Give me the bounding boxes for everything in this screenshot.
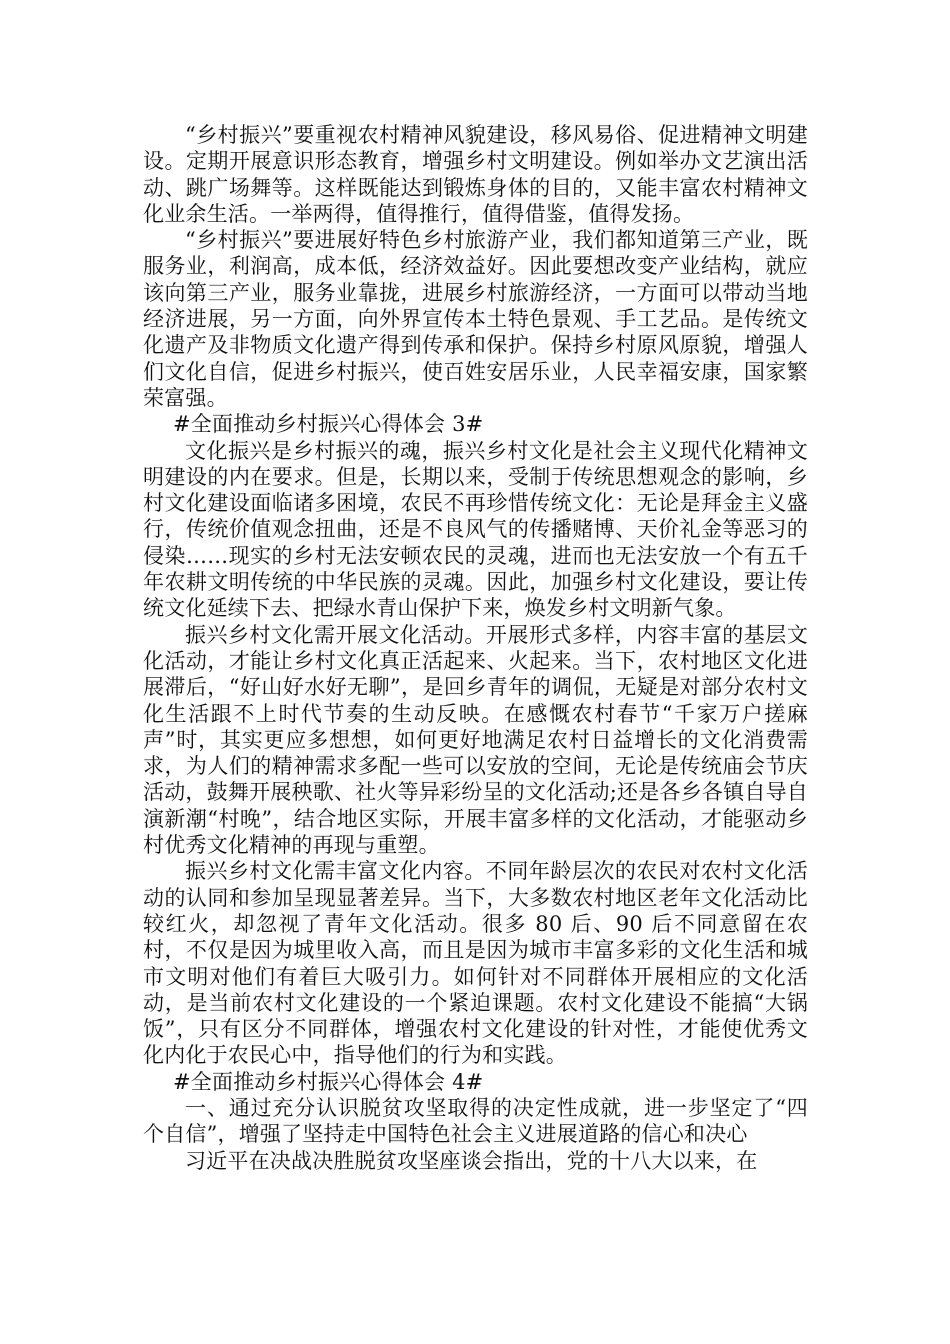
- paragraph-7: 习近平在决战决胜脱贫攻坚座谈会指出，党的十八大以来，在: [185, 1148, 758, 1173]
- paragraph-4: 振兴乡村文化需开展文化活动。开展形式多样，内容丰富的基层文化活动，才能让乡村文化真正活起来、火起来。当下，农村地区文化进展滞后，“好山好水好无聊”，是回乡青年的调侃，无疑是对部分农村文化生活跟不上时代节奏的生动反映。在感慨农村春节“千家万户搓麻声”时，其实更应多想想，如何更好地满足农村日益增长的文化消费需求，为人们的精神需求多配一些可以安放的空间，无论是传统庙会节庆活动，鼓舞开展秧歌、社火等异彩纷呈的文化活动;还是各乡各镇自导自演新潮“村晚”，结合地区实际，开展丰富多样的文化活动，才能驱动乡村优秀文化精神的再现与重塑。: [143, 622, 808, 858]
- paragraph-3: 文化振兴是乡村振兴的魂，振兴乡村文化是社会主义现代化精神文明建设的内在要求。但是，长期以来，受制于传统思想观念的影响，乡村文化建设面临诸多困境，农民不再珍惜传统文化：无论是拜金主义盛行，传统价值观念扭曲，还是不良风气的传播赌博、天价礼金等恶习的侵染……现实的乡村无法安顿农民的灵魂，进而也无法安放一个有五千年农耕文明传统的中华民族的灵魂。因此，加强乡村文化建设，要让传统文化延续下去、把绿水青山保护下来，焕发乡村文明新气象。: [143, 438, 808, 621]
- paragraph-1: “乡村振兴”要重视农村精神风貌建设，移风易俗、促进精神文明建设。定期开展意识形态教育，增强乡村文明建设。例如举办文艺演出活动、跳广场舞等。这样既能达到锻炼身体的目的，又能丰富农村精神文化业余生活。一举两得，值得推行，值得借鉴，值得发扬。: [143, 123, 808, 226]
- paragraph-6: 一、通过充分认识脱贫攻坚取得的决定性成就，进一步坚定了“四个自信”，增强了坚持走中国特色社会主义进展道路的信心和决心: [143, 1095, 808, 1147]
- paragraph-5: 振兴乡村文化需丰富文化内容。不同年龄层次的农民对农村文化活动的认同和参加呈现显著差异。当下，大多数农村地区老年文化活动比较红火，却忽视了青年文化活动。很多 80 后、90 后不同意留在农村，不仅是因为城里收入高，而且是因为城市丰富多彩的文化生活和城市文明对他们有着巨大吸引力。如何针对不同群体开展相应的文化活动，是当前农村文化建设的一个紧迫课题。农村文化建设不能搞“大锅饭”，只有区分不同群体，增强农村文化建设的针对性，才能使优秀文化内化于农民心中，指导他们的行为和实践。: [143, 859, 808, 1068]
- section-heading-4: #全面推动乡村振兴心得体会 4#: [173, 1069, 484, 1094]
- section-heading-3: #全面推动乡村振兴心得体会 3#: [173, 412, 484, 437]
- document-body: [143, 122, 808, 1174]
- paragraph-2: “乡村振兴”要进展好特色乡村旅游产业，我们都知道第三产业，既服务业，利润高，成本低，经济效益好。因此要想改变产业结构，就应该向第三产业，服务业靠拢，进展乡村旅游经济，一方面可以带动当地经济进展，另一方面，向外界宣传本土特色景观、手工艺品。是传统文化遗产及非物质文化遗产得到传承和保护。保持乡村原风原貌，增强人们文化自信，促进乡村振兴，使百姓安居乐业，人民幸福安康，国家繁荣富强。: [143, 228, 808, 410]
